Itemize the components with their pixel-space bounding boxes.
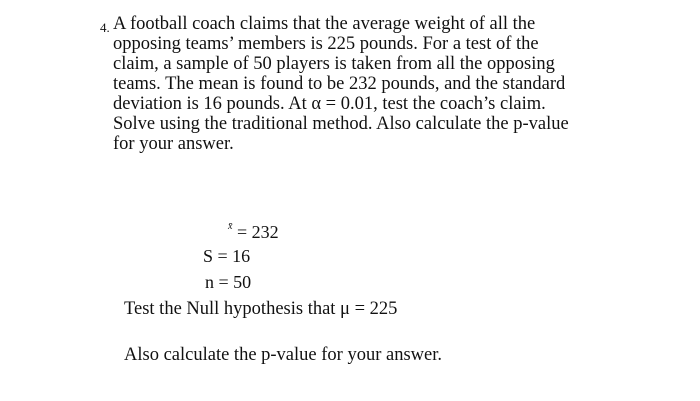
problem-line-5: deviation is 16 pounds. At α = 0.01, test the coach’s claim. — [113, 94, 546, 114]
problem-line-2: opposing teams’ members is 225 pounds. For a test of the — [113, 34, 539, 54]
pvalue-instruction-text: Also calculate the p-value for your answer. — [124, 345, 442, 365]
xbar-symbol: x̄ — [228, 221, 233, 232]
problem-line-3: claim, a sample of 50 players is taken from all the opposing — [113, 54, 555, 74]
null-hypothesis-text: Test the Null hypothesis that μ = 225 — [124, 299, 398, 319]
problem-line-4: teams. The mean is found to be 232 pounds, and the standard — [113, 74, 566, 94]
sample-mean-value: = 232 — [237, 222, 279, 242]
problem-line-7: for your answer. — [113, 134, 234, 154]
sample-std-dev-value: S = 16 — [203, 246, 251, 266]
problem-line-1: A football coach claims that the average weight of all the — [113, 14, 536, 34]
problem-line-6: Solve using the traditional method. Also calculate the p-value — [113, 114, 569, 134]
sample-size-value: n = 50 — [205, 272, 252, 292]
question-number: 4. — [100, 20, 110, 35]
